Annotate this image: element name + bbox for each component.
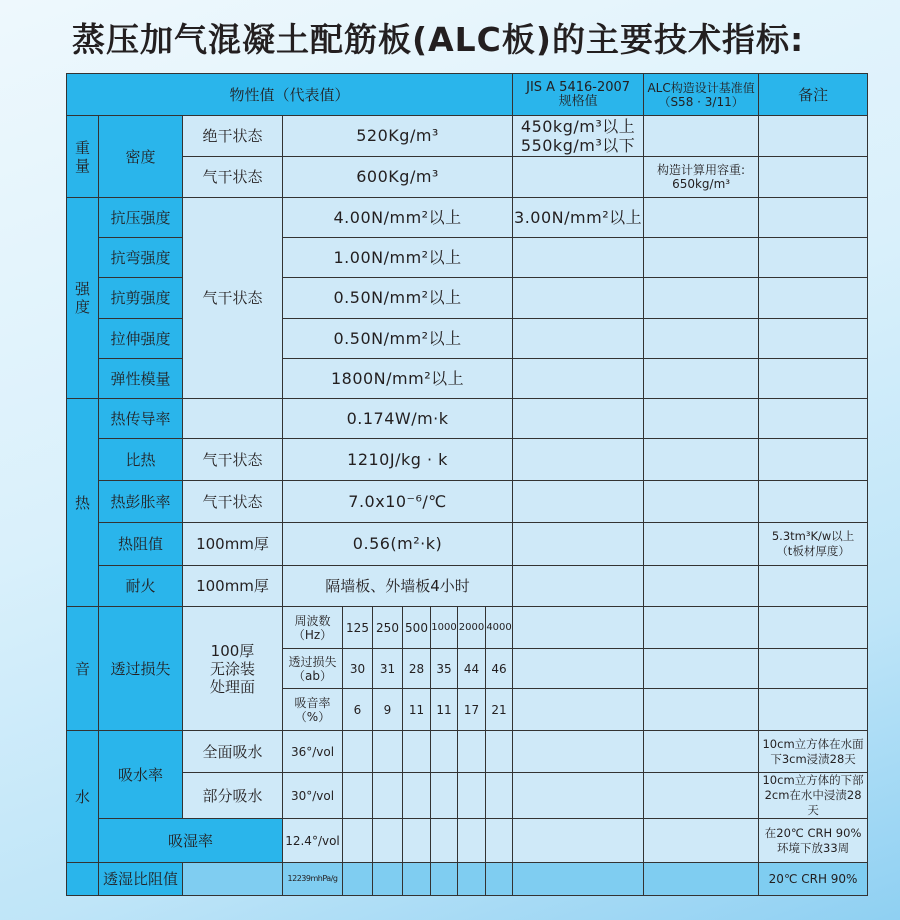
table-row bbox=[67, 566, 868, 607]
empty-cell bbox=[403, 863, 431, 896]
item-cell: 抗压强度 bbox=[99, 198, 183, 238]
value-cell: 7.0x10⁻⁶/℃ bbox=[283, 481, 513, 523]
group-sound: 音 bbox=[67, 607, 99, 731]
value-cell: 0.50N/mm²以上 bbox=[283, 319, 513, 359]
jis-cell bbox=[513, 731, 644, 773]
sound-value: 35 bbox=[431, 649, 458, 689]
remark-cell: 20℃ CRH 90% bbox=[759, 863, 868, 896]
empty-cell bbox=[486, 773, 513, 819]
remark-cell: 5.3tm³K/w以上 （t板材厚度） bbox=[759, 523, 868, 566]
empty-cell bbox=[403, 731, 431, 773]
empty-cell bbox=[431, 731, 458, 773]
jis-cell bbox=[513, 278, 644, 319]
table-row bbox=[67, 773, 868, 819]
table-row bbox=[67, 731, 868, 773]
sound-value: 30 bbox=[343, 649, 373, 689]
table-row bbox=[67, 481, 868, 523]
jis-cell bbox=[513, 359, 644, 399]
spec-table bbox=[66, 73, 868, 896]
alc-cell bbox=[644, 731, 759, 773]
remark-cell bbox=[759, 481, 868, 523]
value-cell: 1800N/mm²以上 bbox=[283, 359, 513, 399]
state-cell: 绝干状态 bbox=[183, 116, 283, 157]
alc-cell bbox=[644, 198, 759, 238]
sound-value: 6 bbox=[343, 689, 373, 731]
remark-cell bbox=[759, 278, 868, 319]
value-cell: 4.00N/mm²以上 bbox=[283, 198, 513, 238]
remark-cell bbox=[759, 238, 868, 278]
sound-value: 46 bbox=[486, 649, 513, 689]
sound-value: 28 bbox=[403, 649, 431, 689]
empty-cell bbox=[431, 773, 458, 819]
alc-cell bbox=[644, 399, 759, 439]
jis-cell bbox=[513, 819, 644, 863]
sound-value: 21 bbox=[486, 689, 513, 731]
empty-cell bbox=[343, 773, 373, 819]
header-alc: ALC构造设计基准值 （S58 · 3/11） bbox=[644, 74, 759, 116]
item-cell: 拉伸强度 bbox=[99, 319, 183, 359]
empty-cell bbox=[373, 773, 403, 819]
group-weight: 重量 bbox=[67, 116, 99, 198]
empty-cell bbox=[373, 863, 403, 896]
alc-cell bbox=[644, 116, 759, 157]
sound-value: 250 bbox=[373, 607, 403, 649]
state-cell: 气干状态 bbox=[183, 481, 283, 523]
sound-value: 500 bbox=[403, 607, 431, 649]
table-row bbox=[67, 439, 868, 481]
alc-cell bbox=[644, 773, 759, 819]
alc-cell bbox=[644, 607, 759, 649]
empty-cell bbox=[183, 863, 283, 896]
alc-cell bbox=[644, 649, 759, 689]
item-cell: 耐火 bbox=[99, 566, 183, 607]
table-row bbox=[67, 198, 868, 238]
jis-cell bbox=[513, 439, 644, 481]
state-cell: 全面吸水 bbox=[183, 731, 283, 773]
value-cell: 36°/vol bbox=[283, 731, 343, 773]
sound-value: 31 bbox=[373, 649, 403, 689]
sound-value: 125 bbox=[343, 607, 373, 649]
remark-cell bbox=[759, 116, 868, 157]
state-cell: 100厚 无涂装 处理面 bbox=[183, 607, 283, 731]
table-row bbox=[67, 863, 868, 896]
value-cell: 600Kg/m³ bbox=[283, 157, 513, 198]
item-cell: 吸湿率 bbox=[99, 819, 283, 863]
state-cell: 部分吸水 bbox=[183, 773, 283, 819]
jis-cell bbox=[513, 523, 644, 566]
remark-cell: 10cm立方体在水面 下3cm浸渍28天 bbox=[759, 731, 868, 773]
sound-label: 透过损失 （ab） bbox=[283, 649, 343, 689]
remark-cell bbox=[759, 689, 868, 731]
sound-value: 1000 bbox=[431, 607, 458, 649]
sound-label: 周波数 （Hz） bbox=[283, 607, 343, 649]
header-row bbox=[67, 74, 868, 116]
item-cell: 热彭胀率 bbox=[99, 481, 183, 523]
remark-cell bbox=[759, 359, 868, 399]
empty-cell bbox=[486, 819, 513, 863]
alc-cell bbox=[644, 689, 759, 731]
table-row bbox=[67, 523, 868, 566]
alc-cell bbox=[644, 319, 759, 359]
value-cell: 520Kg/m³ bbox=[283, 116, 513, 157]
value-cell: 30°/vol bbox=[283, 773, 343, 819]
empty-cell bbox=[373, 819, 403, 863]
jis-cell bbox=[513, 566, 644, 607]
remark-cell bbox=[759, 157, 868, 198]
group-water: 水 bbox=[67, 731, 99, 863]
value-cell: 1.00N/mm²以上 bbox=[283, 238, 513, 278]
table-row bbox=[67, 399, 868, 439]
remark-cell bbox=[759, 319, 868, 359]
empty-cell bbox=[343, 731, 373, 773]
remark-cell bbox=[759, 607, 868, 649]
empty-cell bbox=[458, 731, 486, 773]
remark-cell bbox=[759, 566, 868, 607]
sound-value: 2000 bbox=[458, 607, 486, 649]
empty-cell bbox=[343, 819, 373, 863]
item-cell: 吸水率 bbox=[99, 731, 183, 819]
sound-value: 17 bbox=[458, 689, 486, 731]
table-row bbox=[67, 116, 868, 157]
jis-cell bbox=[513, 399, 644, 439]
alc-cell: 构造计算用容重: 650kg/m³ bbox=[644, 157, 759, 198]
alc-cell bbox=[644, 819, 759, 863]
state-cell: 100mm厚 bbox=[183, 566, 283, 607]
item-cell: 抗弯强度 bbox=[99, 238, 183, 278]
table-row bbox=[67, 607, 868, 649]
remark-cell bbox=[759, 649, 868, 689]
alc-cell bbox=[644, 863, 759, 896]
empty-cell bbox=[373, 731, 403, 773]
header-property: 物性值（代表值） bbox=[67, 74, 513, 116]
empty-cell bbox=[458, 863, 486, 896]
item-cell: 比热 bbox=[99, 439, 183, 481]
table-row bbox=[67, 157, 868, 198]
jis-cell bbox=[513, 689, 644, 731]
empty-cell bbox=[486, 863, 513, 896]
alc-cell bbox=[644, 278, 759, 319]
alc-cell bbox=[644, 481, 759, 523]
empty-cell bbox=[431, 863, 458, 896]
empty-cell bbox=[486, 731, 513, 773]
empty-cell bbox=[343, 863, 373, 896]
sound-value: 11 bbox=[403, 689, 431, 731]
empty-cell bbox=[431, 819, 458, 863]
value-cell: 12239mhPa/g bbox=[283, 863, 343, 896]
sound-value: 9 bbox=[373, 689, 403, 731]
item-cell: 透湿比阻值 bbox=[99, 863, 183, 896]
value-cell: 0.50N/mm²以上 bbox=[283, 278, 513, 319]
alc-cell bbox=[644, 523, 759, 566]
jis-cell bbox=[513, 319, 644, 359]
value-cell: 隔墙板、外墙板4小时 bbox=[283, 566, 513, 607]
table-row bbox=[67, 819, 868, 863]
alc-cell bbox=[644, 439, 759, 481]
item-cell: 透过损失 bbox=[99, 607, 183, 731]
jis-cell: 3.00N/mm²以上 bbox=[513, 198, 644, 238]
item-cell: 热传导率 bbox=[99, 399, 183, 439]
value-cell: 0.56(m²·k) bbox=[283, 523, 513, 566]
state-cell bbox=[183, 399, 283, 439]
empty-cell bbox=[458, 819, 486, 863]
remark-cell: 在20℃ CRH 90% 环境下放33周 bbox=[759, 819, 868, 863]
empty-cell bbox=[458, 773, 486, 819]
alc-cell bbox=[644, 359, 759, 399]
value-cell: 1210J/kg · k bbox=[283, 439, 513, 481]
remark-cell bbox=[759, 198, 868, 238]
header-jis: JIS A 5416-2007 规格值 bbox=[513, 74, 644, 116]
item-cell: 热阻值 bbox=[99, 523, 183, 566]
item-cell: 弹性模量 bbox=[99, 359, 183, 399]
sound-value: 11 bbox=[431, 689, 458, 731]
jis-cell bbox=[513, 773, 644, 819]
alc-cell bbox=[644, 238, 759, 278]
group-heat: 热 bbox=[67, 399, 99, 607]
state-cell: 气干状态 bbox=[183, 198, 283, 399]
remark-cell bbox=[759, 399, 868, 439]
sound-value: 4000 bbox=[486, 607, 513, 649]
empty-cell bbox=[403, 819, 431, 863]
remark-cell: 10cm立方体的下部 2cm在水中浸渍28天 bbox=[759, 773, 868, 819]
empty-cell bbox=[67, 863, 99, 896]
value-cell: 12.4°/vol bbox=[283, 819, 343, 863]
item-cell: 抗剪强度 bbox=[99, 278, 183, 319]
jis-cell bbox=[513, 607, 644, 649]
state-cell: 气干状态 bbox=[183, 439, 283, 481]
alc-cell bbox=[644, 566, 759, 607]
jis-cell bbox=[513, 863, 644, 896]
group-strength: 强度 bbox=[67, 198, 99, 399]
state-cell: 100mm厚 bbox=[183, 523, 283, 566]
header-remark: 备注 bbox=[759, 74, 868, 116]
jis-cell bbox=[513, 649, 644, 689]
empty-cell bbox=[403, 773, 431, 819]
jis-cell bbox=[513, 481, 644, 523]
sound-value: 44 bbox=[458, 649, 486, 689]
jis-cell: 450kg/m³以上 550kg/m³以下 bbox=[513, 116, 644, 157]
item-density: 密度 bbox=[99, 116, 183, 198]
jis-cell bbox=[513, 238, 644, 278]
sound-label: 吸音率 （%） bbox=[283, 689, 343, 731]
value-cell: 0.174W/m·k bbox=[283, 399, 513, 439]
remark-cell bbox=[759, 439, 868, 481]
page-title: 蒸压加气混凝土配筋板(ALC板)的主要技术指标: bbox=[72, 20, 805, 59]
state-cell: 气干状态 bbox=[183, 157, 283, 198]
jis-cell bbox=[513, 157, 644, 198]
